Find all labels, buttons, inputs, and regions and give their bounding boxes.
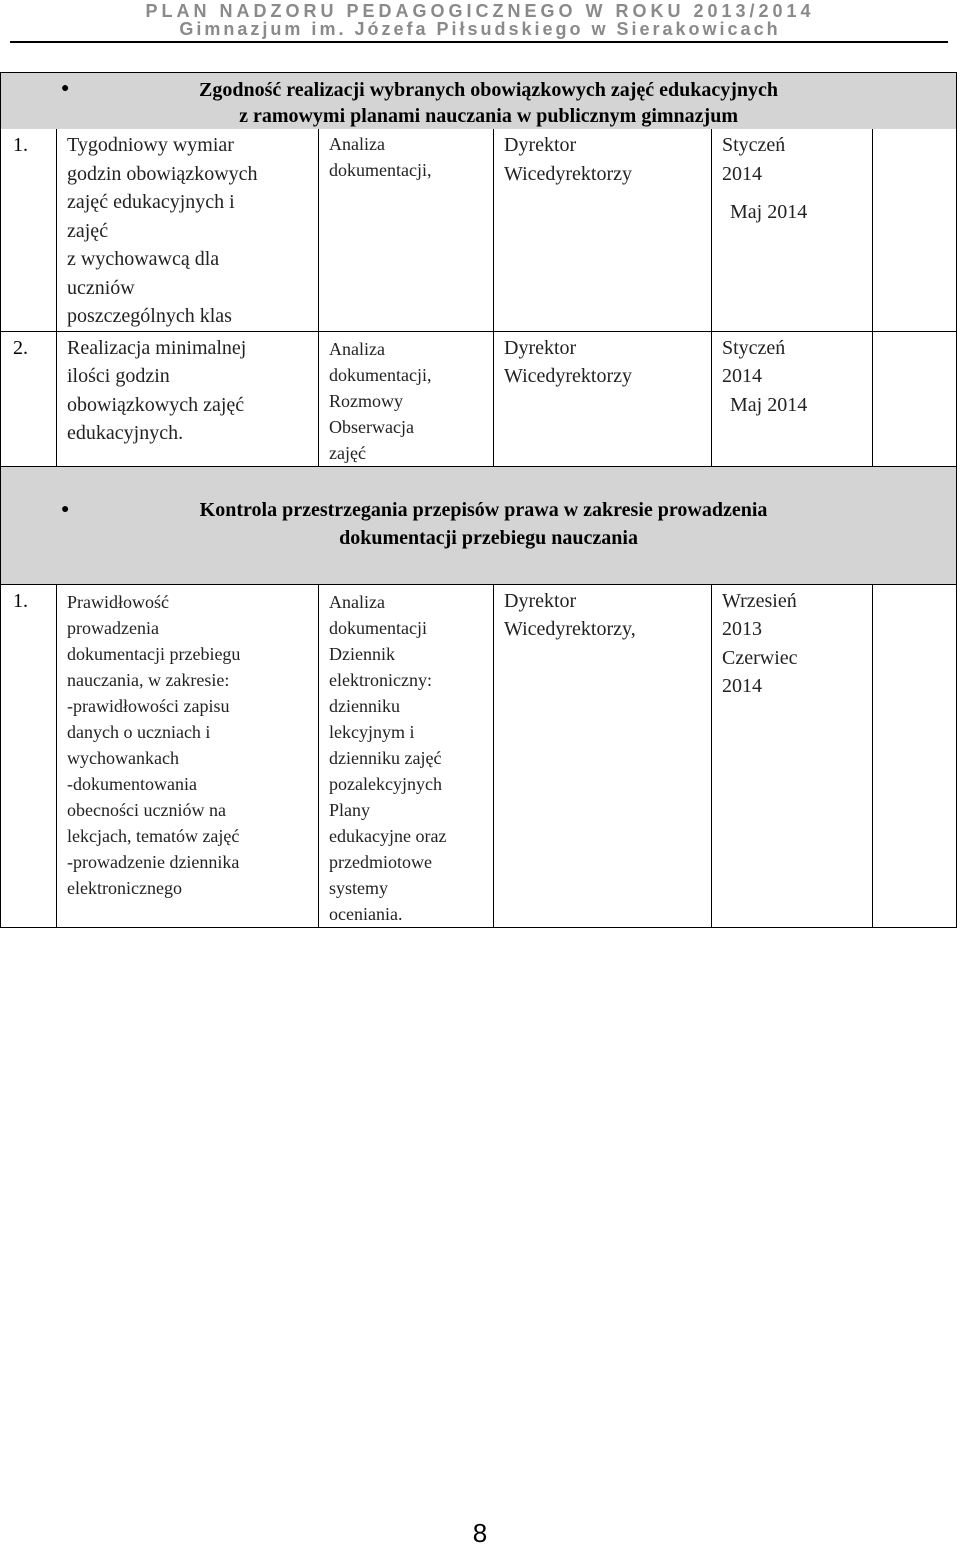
term-line: Maj 2014	[730, 393, 808, 416]
row-number: 2.	[13, 336, 28, 359]
table-row	[1, 129, 957, 331]
task-line: Tygodniowy wymiar	[67, 134, 234, 156]
section-title-line: Zgodność realizacji wybranych obowiązkowych zajęć edukacyjnych	[199, 79, 779, 101]
method-line: przedmiotowe	[329, 851, 432, 872]
term-line: Styczeń	[722, 336, 786, 359]
task-line: elektronicznego	[67, 877, 182, 898]
term-line: Maj 2014	[730, 201, 808, 223]
task-line: zajęć edukacyjnych i	[67, 191, 235, 213]
responsible-line: Wicedyrektorzy	[504, 365, 633, 387]
task-line: poszczególnych klas	[67, 305, 232, 327]
header-title: PLAN NADZORU PEDAGOGICZNEGO W ROKU 2013/2014	[145, 1, 815, 21]
responsible-line: Dyrektor	[504, 589, 577, 612]
task-line: z wychowawcą dla	[67, 248, 220, 270]
task-line: ilości godzin	[67, 365, 170, 387]
table-row	[1, 584, 957, 927]
task-line: wychowankach	[67, 747, 179, 768]
task-line: Prawidłowość	[67, 591, 169, 612]
responsible-line: Wicedyrektorzy,	[504, 618, 636, 640]
responsible-line: Wicedyrektorzy	[504, 162, 633, 185]
method-line: Analiza	[329, 591, 385, 612]
method-line: dzienniku zajęć	[329, 747, 442, 768]
supervision-plan-table	[0, 72, 957, 928]
responsible-line: Dyrektor	[504, 134, 577, 156]
task-line: dokumentacji przebiegu	[67, 643, 241, 664]
task-line: nauczania, w zakresie:	[67, 669, 230, 690]
term-line: 2014	[722, 365, 762, 387]
method-line: zajęć	[329, 442, 366, 463]
method-line: dokumentacji,	[329, 160, 432, 180]
section-heading	[1, 467, 956, 551]
method-line: Rozmowy	[329, 390, 403, 411]
section-title-line: Kontrola przestrzegania przepisów prawa w zakresie prowadzenia	[199, 498, 768, 521]
task-line: godzin obowiązkowych	[67, 162, 258, 185]
method-line: oceniania.	[329, 903, 403, 924]
method-line: lekcyjnym i	[329, 721, 415, 742]
task-line: uczniów	[67, 276, 135, 299]
bullet-icon: ●	[61, 81, 70, 96]
term-line: 2014	[722, 675, 762, 697]
method-line: systemy	[329, 877, 389, 898]
method-line: dokumentacji,	[329, 364, 432, 385]
method-line: Dziennik	[329, 643, 395, 664]
task-line: prowadzenia	[67, 617, 159, 638]
section-heading-row	[1, 466, 957, 584]
section-heading-row	[1, 73, 957, 130]
task-line: obecności uczniów na	[67, 799, 226, 820]
term-line: Czerwiec	[722, 646, 798, 669]
section-title-line: z ramowymi planami nauczania w publicznym gimnazjum	[239, 105, 738, 127]
method-line: Analiza	[329, 134, 385, 154]
task-line: -dokumentowania	[67, 773, 197, 794]
method-line: pozalekcyjnych	[329, 773, 442, 794]
task-line: zajęć	[67, 219, 109, 242]
row-number: 1.	[13, 589, 28, 612]
row-number: 1.	[13, 134, 28, 156]
term-line: 2014	[722, 162, 762, 185]
term-line: 2013	[722, 618, 762, 640]
header-school: Gimnazjum im. Józefa Piłsudskiego w Sierakowicach	[179, 19, 781, 39]
term-line: Styczeń	[722, 134, 786, 156]
page-number: 8	[472, 1518, 488, 1548]
running-header	[0, 0, 960, 40]
method-line: edukacyjne oraz	[329, 825, 447, 846]
method-line: dzienniku	[329, 695, 400, 716]
task-line: lekcjach, tematów zajęć	[67, 825, 240, 846]
method-line: elektroniczny:	[329, 669, 432, 690]
responsible-line: Dyrektor	[504, 336, 577, 359]
method-line: Analiza	[329, 338, 385, 359]
method-line: Plany	[329, 799, 371, 820]
task-line: danych o uczniach i	[67, 721, 211, 742]
task-line: Realizacja minimalnej	[67, 336, 247, 359]
term-line: Wrzesień	[722, 589, 797, 612]
bullet-icon: ●	[61, 501, 70, 517]
task-line: edukacyjnych.	[67, 422, 184, 444]
task-line: obowiązkowych zajęć	[67, 393, 245, 416]
section-title-line: dokumentacji przebiegu nauczania	[339, 526, 638, 549]
section-heading	[1, 73, 956, 129]
task-line: -prowadzenie dziennika	[67, 851, 240, 872]
table-row	[1, 331, 957, 466]
task-line: -prawidłowości zapisu	[67, 695, 230, 716]
method-line: Obserwacja	[329, 416, 414, 437]
method-line: dokumentacji	[329, 617, 427, 638]
header-rule	[10, 41, 948, 43]
